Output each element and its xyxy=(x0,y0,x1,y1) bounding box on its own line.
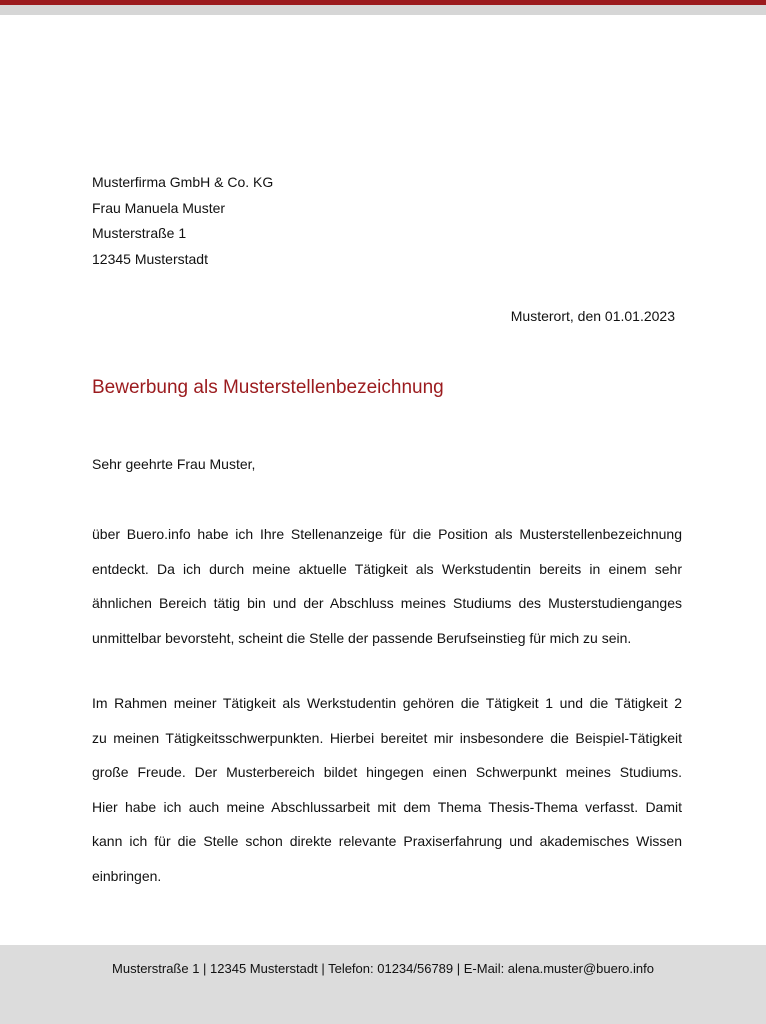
letter-date: Musterort, den 01.01.2023 xyxy=(510,308,675,324)
paragraph-line: Hier habe ich auch meine Abschlussarbeit mit dem Thema Thesis-Thema verfasst. Damit xyxy=(92,798,682,815)
subject-line: Bewerbung als Musterstellenbezeichnung xyxy=(92,377,444,398)
recipient-city: 12345 Musterstadt xyxy=(92,250,208,267)
paragraph-line: zu meinen Tätigkeitsschwerpunkten. Hierbei bereitet mir insbesondere die Beispiel-Tätigkeit xyxy=(92,729,682,746)
footer-bar xyxy=(0,945,766,1024)
recipient-company: Musterfirma GmbH & Co. KG xyxy=(92,174,274,190)
paragraph-line: Im Rahmen meiner Tätigkeit als Werkstudentin gehören die Tätigkeit 1 und die Tätigkeit 2 xyxy=(92,695,682,711)
recipient-contact: Frau Manuela Muster xyxy=(92,199,226,216)
recipient-street: Musterstraße 1 xyxy=(92,225,187,241)
paragraph-line: entdeckt. Da ich durch meine aktuelle Tätigkeit als Werkstudentin bereits in einem sehr xyxy=(92,560,682,577)
salutation: Sehr geehrte Frau Muster, xyxy=(92,456,256,472)
paragraph-line: über Buero.info habe ich Ihre Stellenanzeige für die Position als Musterstellenbezeichnung xyxy=(92,526,682,542)
paragraph-line: große Freude. Der Musterbereich bildet hingegen einen Schwerpunkt meines Studiums. xyxy=(92,764,682,780)
top-grey-stripe xyxy=(0,5,766,15)
paragraph-line: einbringen. xyxy=(92,867,162,884)
paragraph-line: unmittelbar bevorsteht, scheint die Stelle der passende Berufseinstieg für mich zu sein. xyxy=(92,629,632,646)
paragraph-line: ähnlichen Bereich tätig bin und der Abschluss meines Studiums des Musterstudienganges xyxy=(92,595,682,611)
body-paragraph-1 xyxy=(92,517,682,655)
paragraph-line: kann ich für die Stelle schon direkte relevante Praxiserfahrung und akademisches Wissen xyxy=(92,833,682,849)
footer-contact-info: Musterstraße 1 | 12345 Musterstadt | Telefon: 01234/56789 | E-Mail: alena.muster@buero.info xyxy=(112,961,654,976)
recipient-address xyxy=(92,170,273,272)
body-paragraph-2 xyxy=(92,686,682,893)
